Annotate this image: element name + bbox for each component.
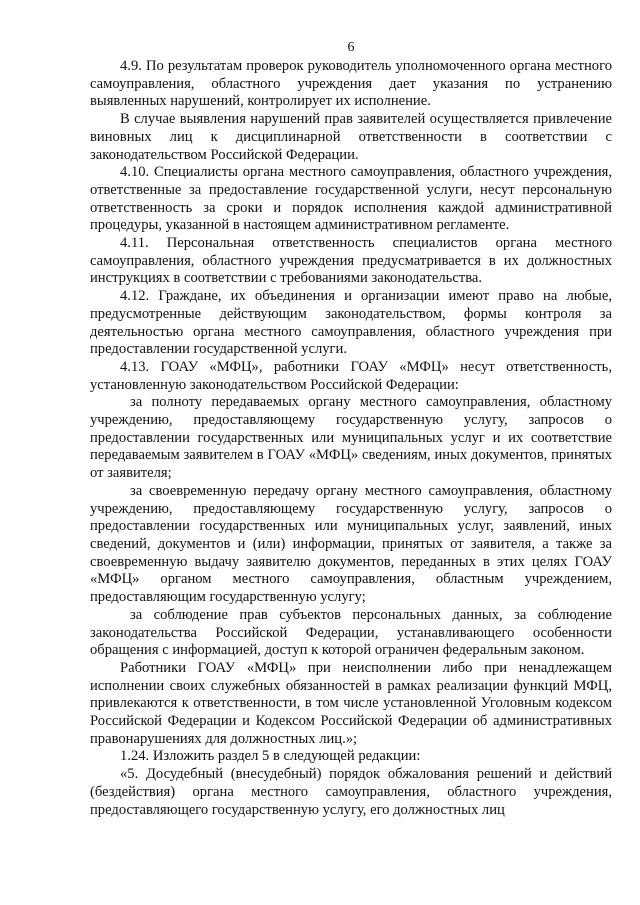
paragraph-violations: В случае выявления нарушений прав заявителей осуществляется привлечение виновных лиц к дисциплинарной ответственности в соответствии с законодательством Российской Федерации. (90, 111, 612, 163)
paragraph-mfc-workers: Работники ГОАУ «МФЦ» при неисполнении либо при ненадлежащем исполнении своих служебных обязанностей в рамках реализации функций МФЦ, привлекаются к ответственности, в том числе установленной Уголовным кодексом Российской Федерации и Кодексом Российской Федерации об административных правонарушениях для должностных лиц.»; (90, 659, 612, 747)
paragraph-completeness: за полноту передаваемых органу местного самоуправления, областному учреждению, предоставляющему государственную услугу, запросов о предоставлении государственных или муниципальных услуг и их соответствие передаваемым заявителем в ГОАУ «МФЦ» сведениям, иных документов, принятых от заявителя; (90, 394, 612, 482)
paragraph-timely-transfer: за своевременную передачу органу местного самоуправления, областному учреждению, предоставляющему государственную услугу, запросов о предоставлении государственных или муниципальных услуг, заявлений, иных сведений, документов и (или) информации, принятых от заявителя, а также за своевременную выдачу заявителю документов, переданных в этих целях ГОАУ «МФЦ» органом местного самоуправления, областным учреждением, предоставляющим государственную услугу; (90, 482, 612, 606)
paragraph-4-9: 4.9. По результатам проверок руководитель уполномоченного органа местного самоуправления, областного учреждения дает указания по устранению выявленных нарушений, контролирует их исполнение. (90, 58, 612, 110)
page-number: 6 (347, 40, 355, 55)
paragraph-section-5: «5. Досудебный (внесудебный) порядок обжалования решений и действий (бездействия) органа местного самоуправления, областного учреждения, предоставляющего государственную услугу, его должностных лиц (90, 766, 612, 818)
paragraph-1-24: 1.24. Изложить раздел 5 в следующей редакции: (120, 748, 421, 765)
paragraph-4-13: 4.13. ГОАУ «МФЦ», работники ГОАУ «МФЦ» несут ответственность, установленную законодательством Российской Федерации: (90, 358, 612, 393)
paragraph-4-12: 4.12. Граждане, их объединения и организации имеют право на любые, предусмотренные действующим законодательством, формы контроля за деятельностью органа местного самоуправления, областного учреждения при предоставлении государственной услуги. (90, 288, 612, 358)
paragraph-4-10: 4.10. Специалисты органа местного самоуправления, областного учреждения, ответственные за предоставление государственной услуги, несут персональную ответственность за сроки и порядок исполнения каждой административной процедуры, указанной в настоящем административном регламенте. (90, 164, 612, 234)
paragraph-personal-data: за соблюдение прав субъектов персональных данных, за соблюдение законодательства Российской Федерации, устанавливающего особенности обращения с информацией, доступ к которой ограничен федеральным законом. (90, 606, 612, 659)
paragraph-4-11: 4.11. Персональная ответственность специалистов органа местного самоуправления, областного учреждения предусматривается в их должностных инструкциях в соответствии с требованиями законодательства. (90, 235, 612, 287)
